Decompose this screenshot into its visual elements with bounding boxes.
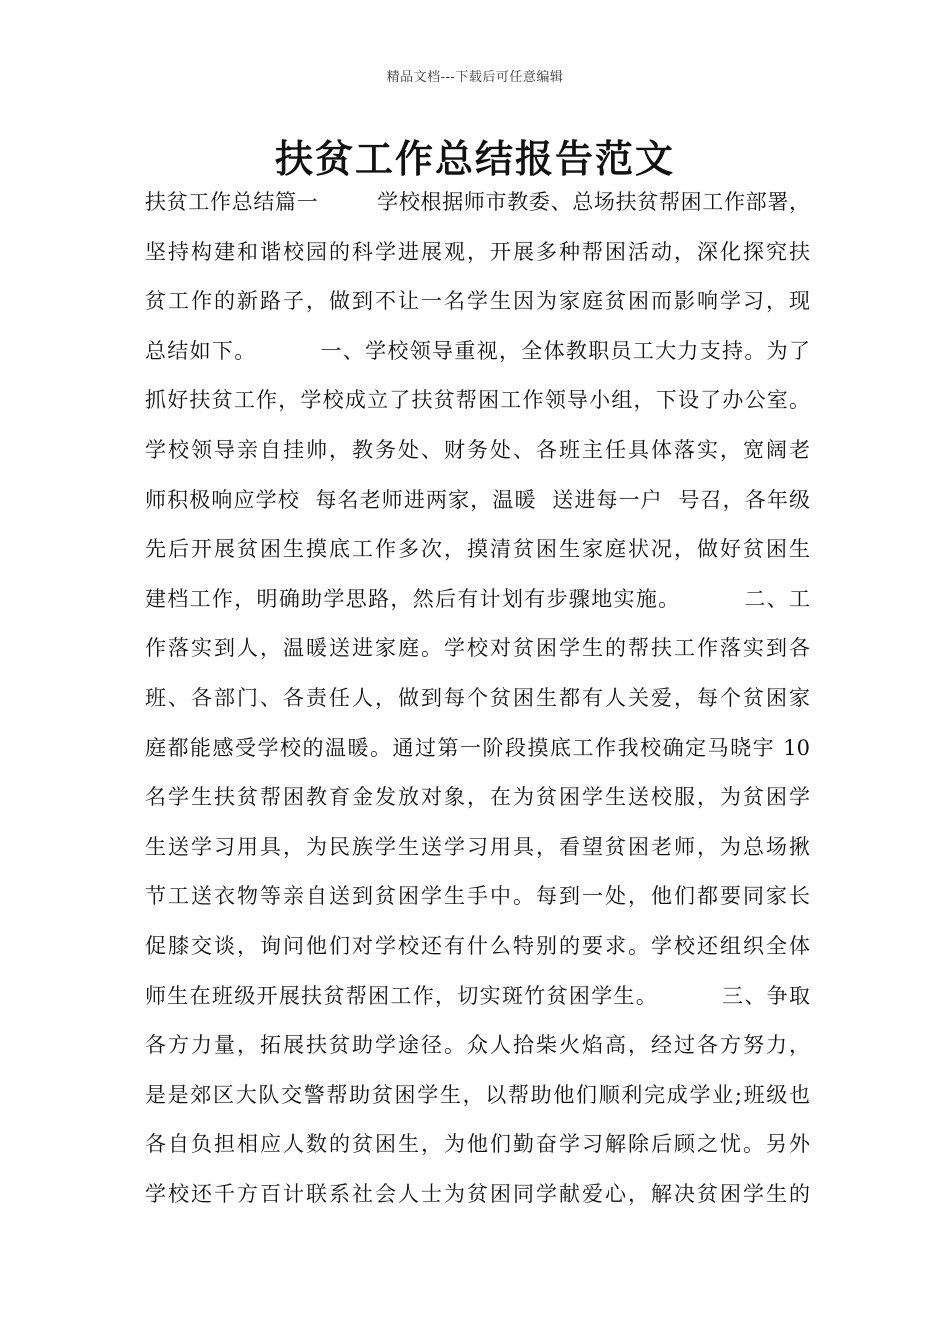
text-line: 抓好扶贫工作，学校成立了扶贫帮困工作领导小组，下设了办公室。	[145, 388, 810, 413]
text-line: 节工送衣物等亲自送到贫困学生手中。每到一处，他们都要同家长	[145, 884, 810, 909]
text-line: 扶贫工作总结篇一 学校根据师市教委、总场扶贫帮困工作部署，	[145, 190, 810, 214]
text-line: 生送学习用具，为民族学生送学习用具，看望贫困老师，为总场揪	[145, 834, 810, 859]
text-line: 学校还千方百计联系社会人士为贫困同学献爱心，解决贫困学生的	[145, 1181, 810, 1206]
text-line: 总结如下。 一、学校领导重视，全体教职员工大力支持。为了	[145, 338, 810, 363]
text-line: 师生在班级开展扶贫帮困工作，切实斑竹贫困学生。 三、争取	[145, 983, 810, 1008]
text-line: 班、各部门、各责任人，做到每个贫困生都有人关爱，每个贫困家	[145, 685, 810, 710]
text-line: 各自负担相应人数的贫困生，为他们勤奋学习解除后顾之忧。另外	[145, 1132, 810, 1157]
text-line: 促膝交谈，询问他们对学校还有什么特别的要求。学校还组织全体	[145, 933, 810, 958]
text-line: 名学生扶贫帮困教育金发放对象，在为贫困学生送校服，为贫困学	[145, 785, 810, 810]
text-line: 各方力量，拓展扶贫助学途径。众人拾柴火焰高，经过各方努力，	[145, 1033, 810, 1058]
text-line: 作落实到人，温暖送进家庭。学校对贫困学生的帮扶工作落实到各	[145, 636, 810, 661]
text-line: 坚持构建和谐校园的科学进展观，开展多种帮困活动，深化探究扶	[145, 239, 810, 264]
header-note: 精品文档---下载后可任意编辑	[386, 70, 564, 85]
text-line: 建档工作，明确助学思路，然后有计划有步骤地实施。 二、工	[145, 586, 810, 611]
text-line: 是是郊区大队交警帮助贫困学生，以帮助他们顺利完成学业;班级也	[145, 1082, 810, 1107]
text-line: 先后开展贫困生摸底工作多次，摸清贫困生家庭状况，做好贫困生	[145, 537, 810, 562]
text-line: 师积极响应学校 每名老师进两家，温暖 送进每一户 号召，各年级	[145, 487, 810, 512]
body-text	[145, 178, 810, 1219]
text-line: 学校领导亲自挂帅，教务处、财务处、各班主任具体落实，宽阔老	[145, 437, 810, 462]
document-title: 扶贫工作总结报告范文	[274, 137, 675, 181]
text-line: 庭都能感受学校的温暖。通过第一阶段摸底工作我校确定马晓宇 10	[145, 735, 810, 760]
text-line: 贫工作的新路子，做到不让一名学生因为家庭贫困而影响学习，现	[145, 289, 810, 314]
